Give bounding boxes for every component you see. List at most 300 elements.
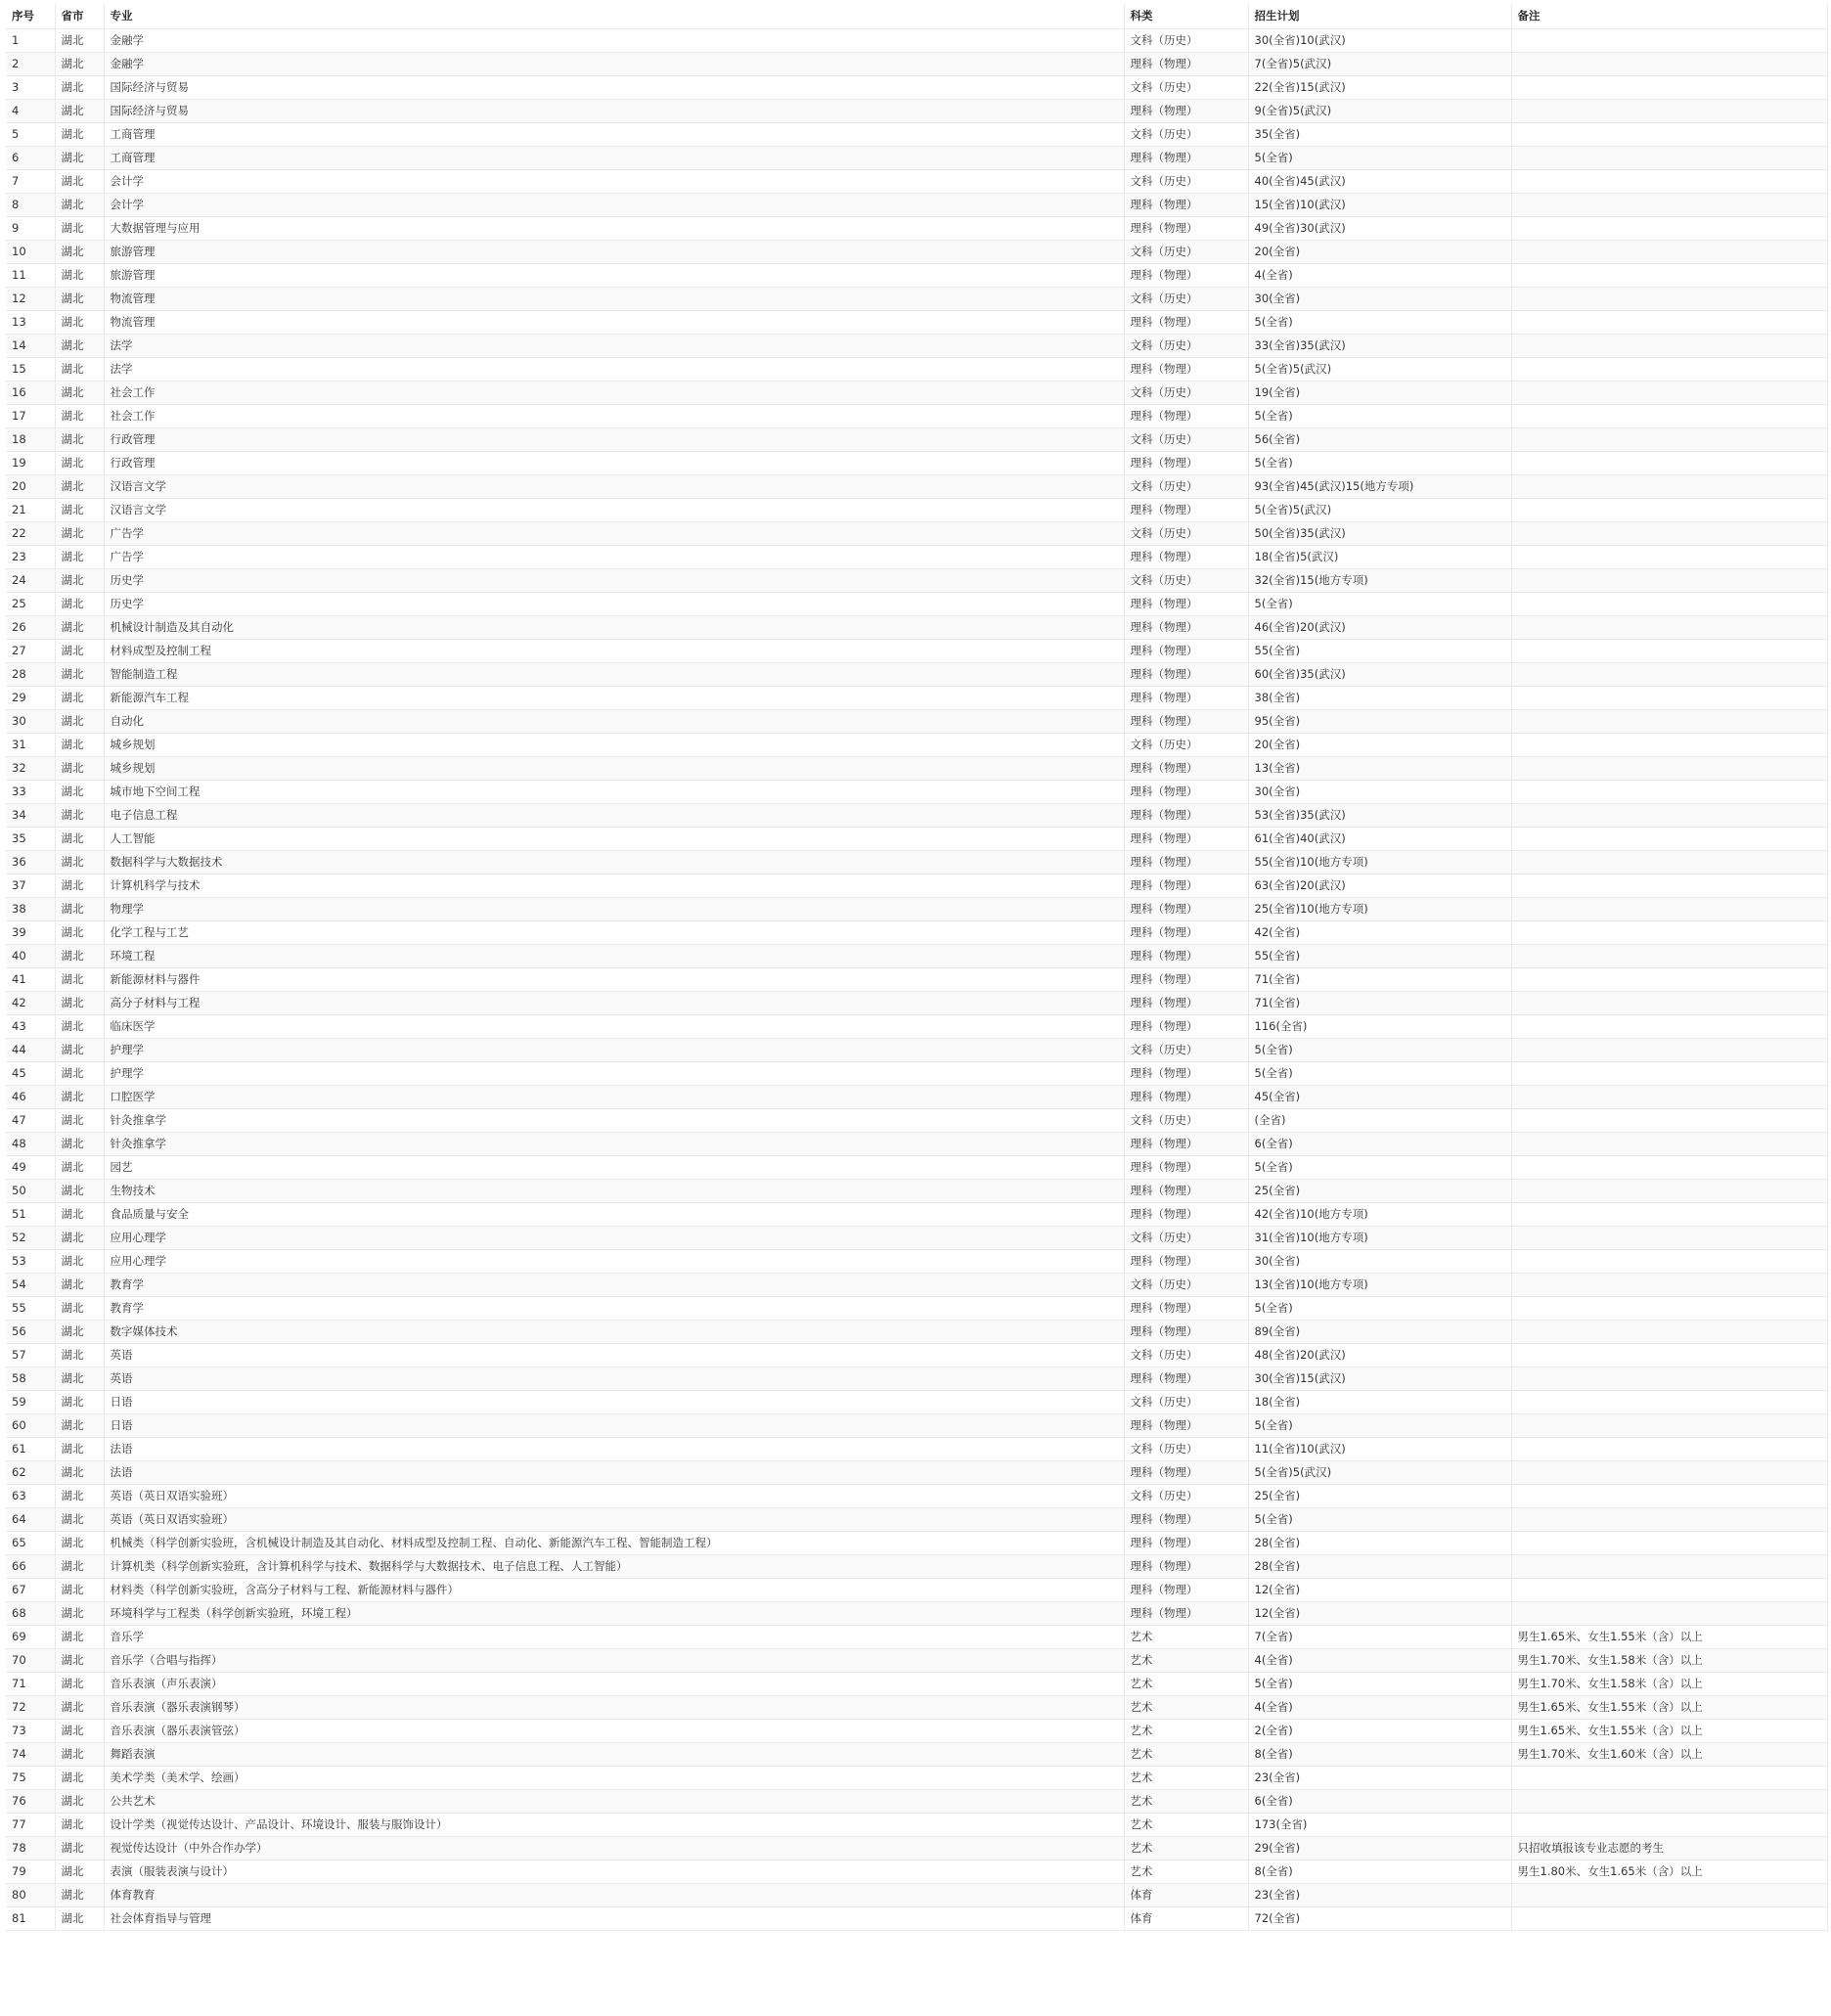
- cell-plan: 71(全省): [1248, 967, 1511, 991]
- table-row: [6, 1038, 1827, 1061]
- cell-province: 湖北: [55, 1155, 104, 1179]
- cell-major: 行政管理: [104, 451, 1124, 474]
- cell-province: 湖北: [55, 1296, 104, 1320]
- cell-index: 61: [6, 1437, 55, 1460]
- table-row: [6, 1014, 1827, 1038]
- table-row: [6, 1484, 1827, 1507]
- cell-province: 湖北: [55, 52, 104, 75]
- cell-index: 38: [6, 897, 55, 920]
- cell-note: [1511, 1460, 1827, 1484]
- table-row: [6, 263, 1827, 287]
- cell-province: 湖北: [55, 874, 104, 897]
- cell-note: [1511, 1531, 1827, 1554]
- cell-major: 视觉传达设计（中外合作办学）: [104, 1836, 1124, 1859]
- cell-major: 教育学: [104, 1296, 1124, 1320]
- cell-plan: 42(全省): [1248, 920, 1511, 944]
- cell-category: 理科（物理）: [1124, 52, 1248, 75]
- cell-note: [1511, 1906, 1827, 1930]
- cell-note: [1511, 122, 1827, 146]
- cell-province: 湖北: [55, 568, 104, 592]
- cell-note: [1511, 52, 1827, 75]
- cell-category: 艺术: [1124, 1766, 1248, 1789]
- cell-major: 汉语言文学: [104, 474, 1124, 498]
- cell-province: 湖北: [55, 1390, 104, 1413]
- cell-major: 物理学: [104, 897, 1124, 920]
- cell-note: [1511, 1437, 1827, 1460]
- cell-province: 湖北: [55, 1061, 104, 1085]
- table-row: [6, 920, 1827, 944]
- cell-category: 理科（物理）: [1124, 1179, 1248, 1202]
- table-row: [6, 1296, 1827, 1320]
- cell-major: 会计学: [104, 169, 1124, 193]
- table-row: [6, 381, 1827, 404]
- cell-index: 71: [6, 1672, 55, 1695]
- cell-province: 湖北: [55, 1813, 104, 1836]
- table-row: [6, 427, 1827, 451]
- cell-province: 湖北: [55, 146, 104, 169]
- table-row: [6, 404, 1827, 427]
- cell-province: 湖北: [55, 615, 104, 639]
- cell-index: 54: [6, 1273, 55, 1296]
- cell-note: [1511, 662, 1827, 686]
- cell-category: 理科（物理）: [1124, 216, 1248, 240]
- cell-note: [1511, 1883, 1827, 1906]
- cell-index: 43: [6, 1014, 55, 1038]
- cell-plan: 7(全省)5(武汉): [1248, 52, 1511, 75]
- cell-note: [1511, 615, 1827, 639]
- cell-major: 英语（英日双语实验班）: [104, 1507, 1124, 1531]
- cell-index: 64: [6, 1507, 55, 1531]
- cell-province: 湖北: [55, 216, 104, 240]
- cell-major: 社会工作: [104, 381, 1124, 404]
- cell-province: 湖北: [55, 1202, 104, 1226]
- cell-major: 自动化: [104, 709, 1124, 733]
- cell-index: 62: [6, 1460, 55, 1484]
- cell-category: 理科（物理）: [1124, 1601, 1248, 1625]
- cell-index: 74: [6, 1742, 55, 1766]
- cell-plan: 5(全省): [1248, 592, 1511, 615]
- table-row: [6, 568, 1827, 592]
- cell-note: [1511, 498, 1827, 521]
- cell-major: 生物技术: [104, 1179, 1124, 1202]
- cell-category: 理科（物理）: [1124, 99, 1248, 122]
- table-row: [6, 1742, 1827, 1766]
- cell-major: 广告学: [104, 545, 1124, 568]
- cell-province: 湖北: [55, 920, 104, 944]
- cell-index: 79: [6, 1859, 55, 1883]
- cell-major: 化学工程与工艺: [104, 920, 1124, 944]
- table-row: [6, 28, 1827, 52]
- table-row: [6, 991, 1827, 1014]
- cell-province: 湖北: [55, 1789, 104, 1813]
- table-row: [6, 1766, 1827, 1789]
- cell-major: 日语: [104, 1413, 1124, 1437]
- cell-plan: 4(全省): [1248, 1648, 1511, 1672]
- table-row: [6, 1202, 1827, 1226]
- cell-major: 汉语言文学: [104, 498, 1124, 521]
- cell-major: 人工智能: [104, 827, 1124, 850]
- cell-province: 湖北: [55, 1554, 104, 1578]
- table-row: [6, 850, 1827, 874]
- cell-plan: 15(全省)10(武汉): [1248, 193, 1511, 216]
- cell-plan: 56(全省): [1248, 427, 1511, 451]
- cell-major: 公共艺术: [104, 1789, 1124, 1813]
- cell-major: 体育教育: [104, 1883, 1124, 1906]
- cell-note: [1511, 545, 1827, 568]
- cell-category: 文科（历史）: [1124, 1390, 1248, 1413]
- cell-category: 文科（历史）: [1124, 474, 1248, 498]
- cell-plan: 60(全省)35(武汉): [1248, 662, 1511, 686]
- cell-category: 理科（物理）: [1124, 1460, 1248, 1484]
- cell-note: 男生1.70米、女生1.58米（含）以上: [1511, 1648, 1827, 1672]
- cell-plan: 5(全省)5(武汉): [1248, 498, 1511, 521]
- cell-index: 32: [6, 756, 55, 780]
- cell-note: [1511, 1202, 1827, 1226]
- cell-major: 旅游管理: [104, 263, 1124, 287]
- cell-major: 城乡规划: [104, 733, 1124, 756]
- header-major: 专业: [104, 4, 1124, 28]
- cell-category: 理科（物理）: [1124, 357, 1248, 381]
- cell-note: [1511, 1108, 1827, 1132]
- cell-major: 社会体育指导与管理: [104, 1906, 1124, 1930]
- table-row: [6, 1648, 1827, 1672]
- cell-category: 理科（物理）: [1124, 1413, 1248, 1437]
- cell-major: 音乐表演（器乐表演钢琴）: [104, 1695, 1124, 1719]
- cell-plan: 35(全省): [1248, 122, 1511, 146]
- cell-category: 理科（物理）: [1124, 1155, 1248, 1179]
- cell-major: 数据科学与大数据技术: [104, 850, 1124, 874]
- cell-index: 23: [6, 545, 55, 568]
- cell-category: 文科（历史）: [1124, 1108, 1248, 1132]
- cell-category: 文科（历史）: [1124, 122, 1248, 146]
- cell-index: 67: [6, 1578, 55, 1601]
- cell-plan: 18(全省): [1248, 1390, 1511, 1413]
- cell-plan: 30(全省)10(武汉): [1248, 28, 1511, 52]
- cell-major: 大数据管理与应用: [104, 216, 1124, 240]
- cell-province: 湖北: [55, 1836, 104, 1859]
- cell-note: [1511, 310, 1827, 334]
- cell-major: 历史学: [104, 592, 1124, 615]
- cell-index: 52: [6, 1226, 55, 1249]
- cell-plan: 5(全省): [1248, 404, 1511, 427]
- cell-province: 湖北: [55, 1038, 104, 1061]
- cell-plan: 6(全省): [1248, 1132, 1511, 1155]
- cell-category: 文科（历史）: [1124, 427, 1248, 451]
- cell-province: 湖北: [55, 1601, 104, 1625]
- cell-province: 湖北: [55, 780, 104, 803]
- cell-index: 30: [6, 709, 55, 733]
- cell-index: 68: [6, 1601, 55, 1625]
- cell-province: 湖北: [55, 709, 104, 733]
- cell-major: 教育学: [104, 1273, 1124, 1296]
- table-row: [6, 521, 1827, 545]
- cell-note: [1511, 991, 1827, 1014]
- cell-note: [1511, 216, 1827, 240]
- cell-category: 体育: [1124, 1906, 1248, 1930]
- cell-index: 13: [6, 310, 55, 334]
- cell-province: 湖北: [55, 592, 104, 615]
- cell-index: 22: [6, 521, 55, 545]
- cell-note: [1511, 1578, 1827, 1601]
- cell-province: 湖北: [55, 1108, 104, 1132]
- cell-plan: 4(全省): [1248, 263, 1511, 287]
- cell-index: 53: [6, 1249, 55, 1273]
- cell-plan: 95(全省): [1248, 709, 1511, 733]
- cell-plan: 55(全省): [1248, 639, 1511, 662]
- cell-note: [1511, 850, 1827, 874]
- cell-category: 理科（物理）: [1124, 1132, 1248, 1155]
- cell-plan: 7(全省): [1248, 1625, 1511, 1648]
- cell-index: 40: [6, 944, 55, 967]
- cell-plan: 5(全省): [1248, 310, 1511, 334]
- cell-province: 湖北: [55, 1719, 104, 1742]
- cell-category: 艺术: [1124, 1695, 1248, 1719]
- table-row: [6, 1226, 1827, 1249]
- table-row: [6, 122, 1827, 146]
- cell-major: 食品质量与安全: [104, 1202, 1124, 1226]
- cell-index: 58: [6, 1366, 55, 1390]
- cell-major: 行政管理: [104, 427, 1124, 451]
- cell-index: 77: [6, 1813, 55, 1836]
- cell-index: 14: [6, 334, 55, 357]
- cell-province: 湖北: [55, 404, 104, 427]
- cell-note: [1511, 1226, 1827, 1249]
- cell-note: [1511, 1484, 1827, 1507]
- cell-index: 59: [6, 1390, 55, 1413]
- cell-index: 15: [6, 357, 55, 381]
- cell-index: 44: [6, 1038, 55, 1061]
- table-row: [6, 1601, 1827, 1625]
- cell-category: 文科（历史）: [1124, 334, 1248, 357]
- table-row: [6, 1366, 1827, 1390]
- cell-note: [1511, 1507, 1827, 1531]
- cell-plan: 5(全省): [1248, 451, 1511, 474]
- cell-index: 39: [6, 920, 55, 944]
- cell-index: 51: [6, 1202, 55, 1226]
- cell-plan: 71(全省): [1248, 991, 1511, 1014]
- cell-index: 36: [6, 850, 55, 874]
- cell-index: 4: [6, 99, 55, 122]
- cell-note: [1511, 75, 1827, 99]
- cell-plan: 173(全省): [1248, 1813, 1511, 1836]
- cell-index: 73: [6, 1719, 55, 1742]
- cell-major: 数字媒体技术: [104, 1320, 1124, 1343]
- cell-plan: 12(全省): [1248, 1601, 1511, 1625]
- cell-note: [1511, 944, 1827, 967]
- cell-note: [1511, 99, 1827, 122]
- cell-province: 湖北: [55, 1766, 104, 1789]
- cell-major: 英语: [104, 1343, 1124, 1366]
- cell-index: 42: [6, 991, 55, 1014]
- cell-plan: 13(全省): [1248, 756, 1511, 780]
- table-row: [6, 967, 1827, 991]
- cell-major: 口腔医学: [104, 1085, 1124, 1108]
- cell-major: 法学: [104, 357, 1124, 381]
- cell-plan: 40(全省)45(武汉): [1248, 169, 1511, 193]
- table-row: [6, 1789, 1827, 1813]
- cell-plan: 25(全省): [1248, 1484, 1511, 1507]
- cell-note: [1511, 1296, 1827, 1320]
- cell-note: [1511, 733, 1827, 756]
- cell-major: 社会工作: [104, 404, 1124, 427]
- cell-category: 文科（历史）: [1124, 1038, 1248, 1061]
- cell-index: 27: [6, 639, 55, 662]
- cell-province: 湖北: [55, 122, 104, 146]
- cell-note: [1511, 1366, 1827, 1390]
- cell-major: 旅游管理: [104, 240, 1124, 263]
- cell-category: 理科（物理）: [1124, 1014, 1248, 1038]
- cell-category: 理科（物理）: [1124, 1578, 1248, 1601]
- cell-category: 理科（物理）: [1124, 1366, 1248, 1390]
- cell-plan: 30(全省): [1248, 1249, 1511, 1273]
- cell-category: 文科（历史）: [1124, 1343, 1248, 1366]
- cell-index: 6: [6, 146, 55, 169]
- cell-province: 湖北: [55, 1648, 104, 1672]
- cell-category: 艺术: [1124, 1836, 1248, 1859]
- cell-plan: 5(全省): [1248, 1155, 1511, 1179]
- cell-province: 湖北: [55, 28, 104, 52]
- cell-note: [1511, 1273, 1827, 1296]
- cell-index: 2: [6, 52, 55, 75]
- cell-major: 城乡规划: [104, 756, 1124, 780]
- cell-major: 临床医学: [104, 1014, 1124, 1038]
- cell-major: 针灸推拿学: [104, 1108, 1124, 1132]
- cell-plan: 6(全省): [1248, 1789, 1511, 1813]
- cell-major: 法学: [104, 334, 1124, 357]
- cell-plan: 2(全省): [1248, 1719, 1511, 1742]
- table-row: [6, 193, 1827, 216]
- cell-category: 艺术: [1124, 1742, 1248, 1766]
- cell-note: [1511, 827, 1827, 850]
- cell-major: 机械设计制造及其自动化: [104, 615, 1124, 639]
- table-row: [6, 1625, 1827, 1648]
- cell-plan: 12(全省): [1248, 1578, 1511, 1601]
- cell-category: 理科（物理）: [1124, 592, 1248, 615]
- cell-category: 艺术: [1124, 1648, 1248, 1672]
- table-row: [6, 1719, 1827, 1742]
- cell-major: 音乐表演（声乐表演）: [104, 1672, 1124, 1695]
- table-row: [6, 1836, 1827, 1859]
- cell-note: [1511, 568, 1827, 592]
- cell-major: 应用心理学: [104, 1226, 1124, 1249]
- cell-province: 湖北: [55, 1695, 104, 1719]
- admission-plan-table: [6, 4, 1828, 1931]
- cell-province: 湖北: [55, 1343, 104, 1366]
- cell-province: 湖北: [55, 521, 104, 545]
- cell-plan: 30(全省)15(武汉): [1248, 1366, 1511, 1390]
- cell-category: 理科（物理）: [1124, 756, 1248, 780]
- header-plan: 招生计划: [1248, 4, 1511, 28]
- cell-province: 湖北: [55, 827, 104, 850]
- cell-note: [1511, 1155, 1827, 1179]
- cell-province: 湖北: [55, 662, 104, 686]
- table-row: [6, 1554, 1827, 1578]
- cell-category: 文科（历史）: [1124, 287, 1248, 310]
- cell-major: 环境科学与工程类（科学创新实验班，环境工程）: [104, 1601, 1124, 1625]
- cell-index: 16: [6, 381, 55, 404]
- table-row: [6, 1413, 1827, 1437]
- cell-plan: 55(全省)10(地方专项): [1248, 850, 1511, 874]
- cell-category: 理科（物理）: [1124, 967, 1248, 991]
- cell-plan: 18(全省)5(武汉): [1248, 545, 1511, 568]
- cell-province: 湖北: [55, 803, 104, 827]
- table-row: [6, 1531, 1827, 1554]
- table-row: [6, 1695, 1827, 1719]
- cell-plan: 49(全省)30(武汉): [1248, 216, 1511, 240]
- cell-index: 10: [6, 240, 55, 263]
- cell-plan: (全省): [1248, 1108, 1511, 1132]
- cell-province: 湖北: [55, 263, 104, 287]
- cell-category: 文科（历史）: [1124, 169, 1248, 193]
- header-index: 序号: [6, 4, 55, 28]
- cell-major: 工商管理: [104, 122, 1124, 146]
- cell-category: 艺术: [1124, 1789, 1248, 1813]
- table-row: [6, 662, 1827, 686]
- cell-note: [1511, 967, 1827, 991]
- cell-index: 34: [6, 803, 55, 827]
- cell-note: [1511, 240, 1827, 263]
- cell-note: [1511, 1813, 1827, 1836]
- cell-category: 理科（物理）: [1124, 1554, 1248, 1578]
- cell-index: 47: [6, 1108, 55, 1132]
- cell-province: 湖北: [55, 991, 104, 1014]
- table-row: [6, 1273, 1827, 1296]
- cell-major: 电子信息工程: [104, 803, 1124, 827]
- table-row: [6, 451, 1827, 474]
- cell-province: 湖北: [55, 193, 104, 216]
- table-row: [6, 498, 1827, 521]
- table-row: [6, 1132, 1827, 1155]
- cell-plan: 93(全省)45(武汉)15(地方专项): [1248, 474, 1511, 498]
- table-row: [6, 1672, 1827, 1695]
- cell-plan: 4(全省): [1248, 1695, 1511, 1719]
- cell-category: 理科（物理）: [1124, 545, 1248, 568]
- cell-note: [1511, 1014, 1827, 1038]
- cell-province: 湖北: [55, 1014, 104, 1038]
- table-row: [6, 827, 1827, 850]
- cell-category: 理科（物理）: [1124, 662, 1248, 686]
- cell-category: 艺术: [1124, 1672, 1248, 1695]
- cell-major: 金融学: [104, 28, 1124, 52]
- cell-note: 男生1.65米、女生1.55米（含）以上: [1511, 1719, 1827, 1742]
- cell-province: 湖北: [55, 1437, 104, 1460]
- cell-category: 理科（物理）: [1124, 1507, 1248, 1531]
- cell-province: 湖北: [55, 427, 104, 451]
- cell-index: 31: [6, 733, 55, 756]
- cell-plan: 29(全省): [1248, 1836, 1511, 1859]
- cell-major: 城市地下空间工程: [104, 780, 1124, 803]
- cell-plan: 28(全省): [1248, 1554, 1511, 1578]
- cell-category: 文科（历史）: [1124, 1437, 1248, 1460]
- cell-index: 12: [6, 287, 55, 310]
- table-row: [6, 1906, 1827, 1930]
- cell-note: [1511, 686, 1827, 709]
- cell-major: 音乐表演（器乐表演管弦）: [104, 1719, 1124, 1742]
- cell-plan: 5(全省)5(武汉): [1248, 357, 1511, 381]
- cell-category: 理科（物理）: [1124, 1249, 1248, 1273]
- cell-major: 应用心理学: [104, 1249, 1124, 1273]
- cell-category: 理科（物理）: [1124, 850, 1248, 874]
- cell-note: [1511, 1320, 1827, 1343]
- table-row: [6, 1813, 1827, 1836]
- cell-category: 理科（物理）: [1124, 639, 1248, 662]
- cell-index: 20: [6, 474, 55, 498]
- table-header-row: [6, 4, 1827, 28]
- cell-plan: 89(全省): [1248, 1320, 1511, 1343]
- cell-major: 日语: [104, 1390, 1124, 1413]
- cell-major: 环境工程: [104, 944, 1124, 967]
- cell-category: 理科（物理）: [1124, 146, 1248, 169]
